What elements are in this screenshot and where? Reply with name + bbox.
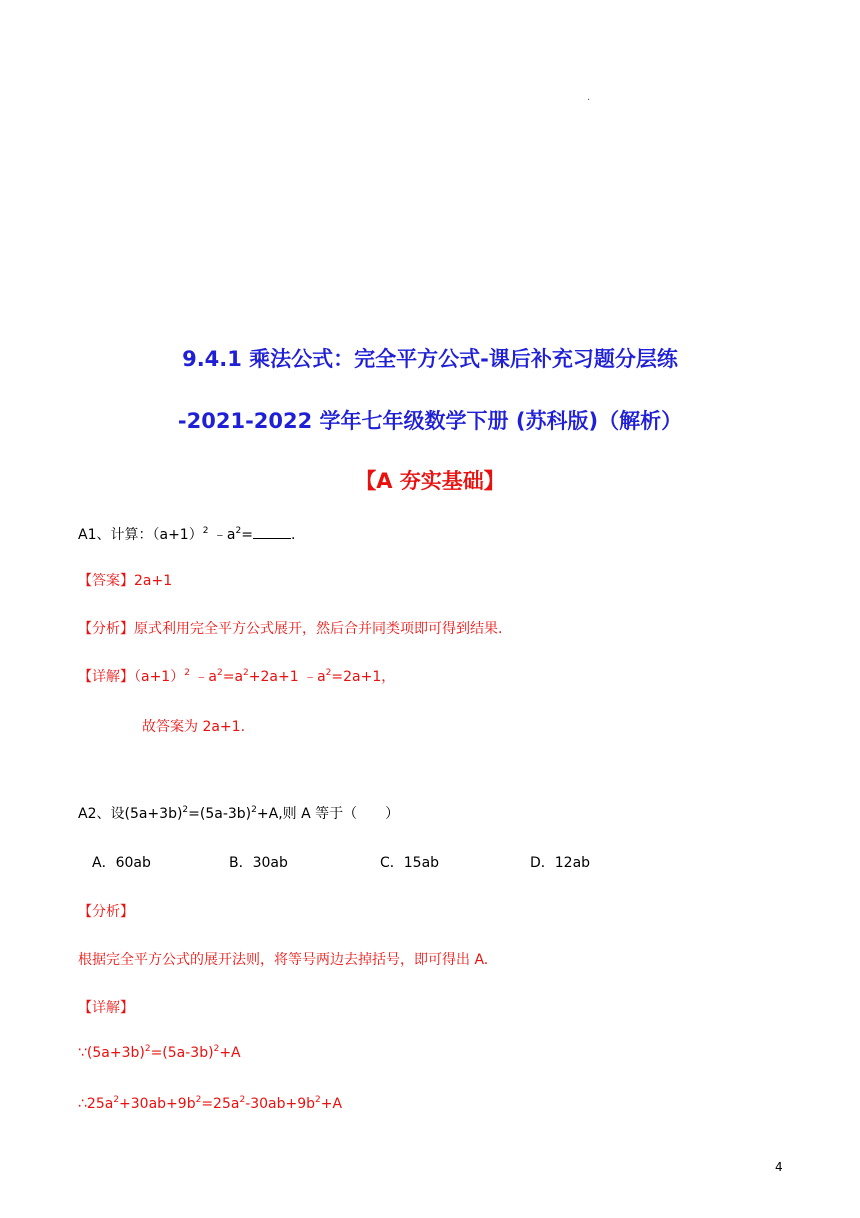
header-dot: · (587, 95, 591, 106)
answer-blank (253, 526, 291, 539)
page-number: 4 (775, 1160, 783, 1174)
question-a2-detail-line-2: $\therefore 25a^2+30ab+9b^2=25a^2-30ab+9b^2+A$ (78, 1095, 343, 1112)
question-a2-analysis-tag: 【分析】 (78, 904, 134, 920)
question-a2-stem: A2、设$(5a+3b)^2=(5a-3b)^2+A$,则 A 等于（ ） (78, 805, 400, 822)
question-a1-analysis (78, 618, 502, 638)
question-a2-detail-line-1: $\because(5a+3b)^2=(5a-3b)^2+A$ (78, 1044, 241, 1061)
title-line-1: 9.4.1 乘法公式：完全平方公式-课后补充习题分层练 (182, 347, 678, 371)
option-a: A．60ab (92, 855, 151, 871)
analysis-text: 原式利用完全平方公式展开，然后合并同类项即可得到结果. (134, 621, 503, 637)
question-a1-answer (78, 570, 172, 590)
section-heading: 【A 夯实基础】 (355, 469, 505, 493)
answer-value: 2a+1 (134, 573, 173, 589)
question-a1-conclusion: 故答案为 2a+1. (142, 719, 246, 735)
question-a2-detail-tag: 【详解】 (78, 1000, 134, 1016)
title-line-2: -2021-2022 学年七年级数学下册 (苏科版)（解析） (177, 409, 683, 433)
detail-tag: 【详解】 (78, 669, 134, 685)
analysis-tag: 【分析】 (78, 621, 134, 637)
question-a1-stem: A1、计算：$(a+1)^2$ $﹣a^2=$ . (78, 526, 296, 543)
answer-tag: 【答案】 (78, 573, 134, 589)
question-a1-detail: 【详解】$(a+1)^2$ $﹣a^2=a^2+2a+1$ $﹣a^2=2a+1$， (78, 668, 396, 685)
option-d: D．12ab (530, 855, 591, 871)
option-b: B．30ab (229, 855, 288, 871)
option-c: C．15ab (380, 855, 440, 871)
question-a2-analysis: 根据完全平方公式的展开法则，将等号两边去掉括号，即可得出 A. (78, 952, 489, 968)
